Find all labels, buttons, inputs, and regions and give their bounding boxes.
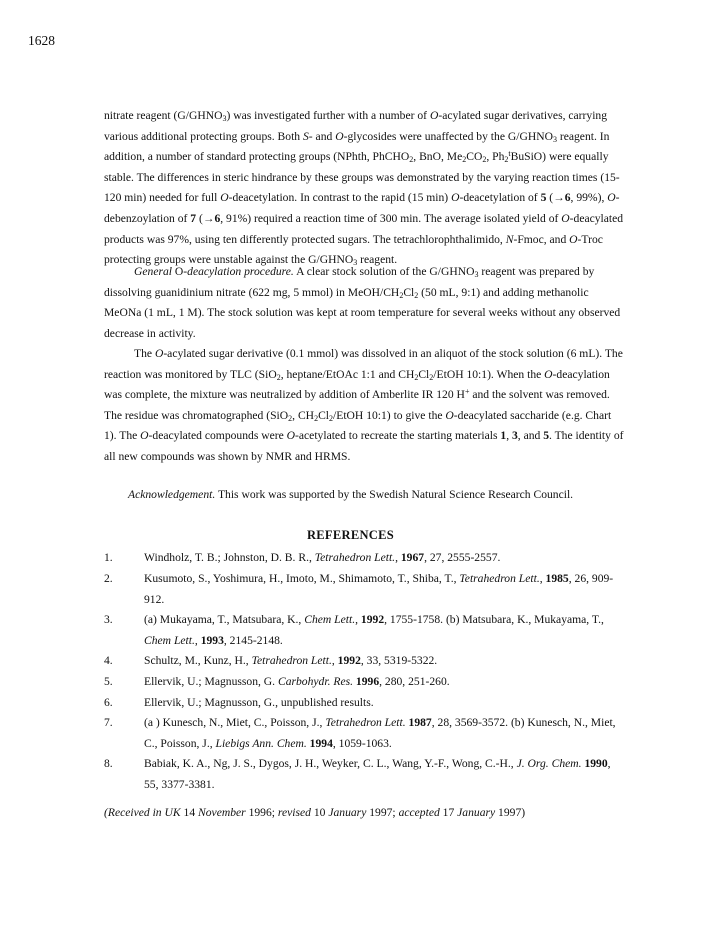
reference-number: 4. bbox=[104, 654, 113, 667]
reference-5 bbox=[104, 672, 626, 693]
page-number: 1628 bbox=[28, 33, 55, 48]
reference-number: 7. bbox=[104, 716, 113, 729]
reference-text: Kusumoto, S., Yoshimura, H., Imoto, M., Shimamoto, T., Shiba, T., Tetrahedron Lett., 1985, 26, 909-912. bbox=[144, 572, 614, 606]
reference-4 bbox=[104, 651, 626, 672]
reference-text: Ellervik, U.; Magnusson, G. Carbohydr. Res. 1996, 280, 251-260. bbox=[144, 675, 450, 688]
reference-text: Babiak, K. A., Ng, J. S., Dygos, J. H., Weyker, C. L., Wang, Y.-F., Wong, C.-H., J. Org. Chem. 1990, 55, 3377-3381. bbox=[144, 757, 611, 791]
reference-text: Windholz, T. B.; Johnston, D. B. R., Tetrahedron Lett., 1967, 27, 2555-2557. bbox=[144, 551, 501, 564]
body-paragraph-procedure: General O-deacylation procedure. A clear stock solution of the $G/GHNO_3$ reagent was prepared by dissolving guanidinium nitrate (622 mg, 5 mmol) in MeOH/$CH_2Cl_2$ (50 mL, 9:1) and adding methanolic MeONa (1 mL, 1 M). The stock solution was kept at room temperature for several weeks without any observed decrease in activity. bbox=[104, 265, 621, 340]
reference-number: 2. bbox=[104, 572, 113, 585]
reference-7 bbox=[104, 713, 626, 754]
reference-number: 1. bbox=[104, 551, 113, 564]
reference-text: Ellervik, U.; Magnusson, G., unpublished results. bbox=[144, 696, 374, 709]
acknowledgement: Acknowledgement. This work was supported by the Swedish Natural Science Research Council. bbox=[128, 488, 574, 501]
body-paragraph-3: The O-acylated sugar derivative (0.1 mmol) was dissolved in an aliquot of the stock solution (6 mL). The reaction was monitored by TLC (SiO$_2$, heptane/EtOAc 1:1 and $CH_2Cl_2$/EtOH 10:1). When the O-deacylation was complete, the mixture was neutralized by addition of Amberlite IR 120 H+ and the solvent was removed. The residue was chromatographed (SiO$_2$, $CH_2Cl_2$/EtOH 10:1) to give the O-deacylated saccharide (e.g. Chart 1). The O-deacylated compounds were O-acetylated to recreate the starting materials 1, 3, and 5. The identity of all new compounds was shown by NMR and HRMS. bbox=[104, 347, 624, 463]
reference-6 bbox=[104, 693, 626, 714]
reference-2 bbox=[104, 569, 626, 610]
received-dates: (Received in UK 14 November 1996; revised 10 January 1997; accepted 17 January 1997) bbox=[104, 806, 526, 819]
reference-1 bbox=[104, 548, 626, 569]
reference-3 bbox=[104, 610, 626, 651]
body-paragraph-1: nitrate reagent $(G/GHNO_3)$ was investigated further with a number of O-acylated sugar derivatives, carrying various additional protecting groups. Both S- and O-glycosides were unaffected by the $G/GHNO_3$ reagent. In addition, a number of standard protecting groups (NPhth, PhCHO$_2$, BnO, $Me_2CO_2$, $Ph_2^tBuSiO$) were equally stable. The differences in steric hindrance by these groups was demonstrated by the varying reaction times (15-120 min) needed for full O-deacetylation. In contrast to the rapid (15 min) O-deacetylation of 5 (→6, 99%), O-debenzoylation of 7 (→6, 91%) required a reaction time of 300 min. The average isolated yield of O-deacylated products was 97%, using ten differently protected sugars. The tetrachlorophthalimido, N-Fmoc, and O-Troc protecting groups were unstable against the $G/GHNO_3$ reagent. bbox=[104, 109, 624, 268]
reference-number: 3. bbox=[104, 613, 113, 626]
reference-number: 5. bbox=[104, 675, 113, 688]
reference-number: 6. bbox=[104, 696, 113, 709]
references-heading: REFERENCES bbox=[306, 528, 395, 542]
reference-text: (a ) Kunesch, N., Miet, C., Poisson, J., Tetrahedron Lett. 1987, 28, 3569-3572. (b) Kunesch, N., Miet, C., Poisson, J., Liebigs Ann. Chem. 1994, 1059-1063. bbox=[144, 716, 616, 750]
reference-text: (a) Mukayama, T., Matsubara, K., Chem Lett., 1992, 1755-1758. (b) Matsubara, K., Mukayama, T., Chem Lett., 1993, 2145-2148. bbox=[144, 613, 604, 647]
reference-text: Schultz, M., Kunz, H., Tetrahedron Lett., 1992, 33, 5319-5322. bbox=[144, 654, 438, 667]
reference-number: 8. bbox=[104, 757, 113, 770]
reference-8 bbox=[104, 754, 626, 795]
